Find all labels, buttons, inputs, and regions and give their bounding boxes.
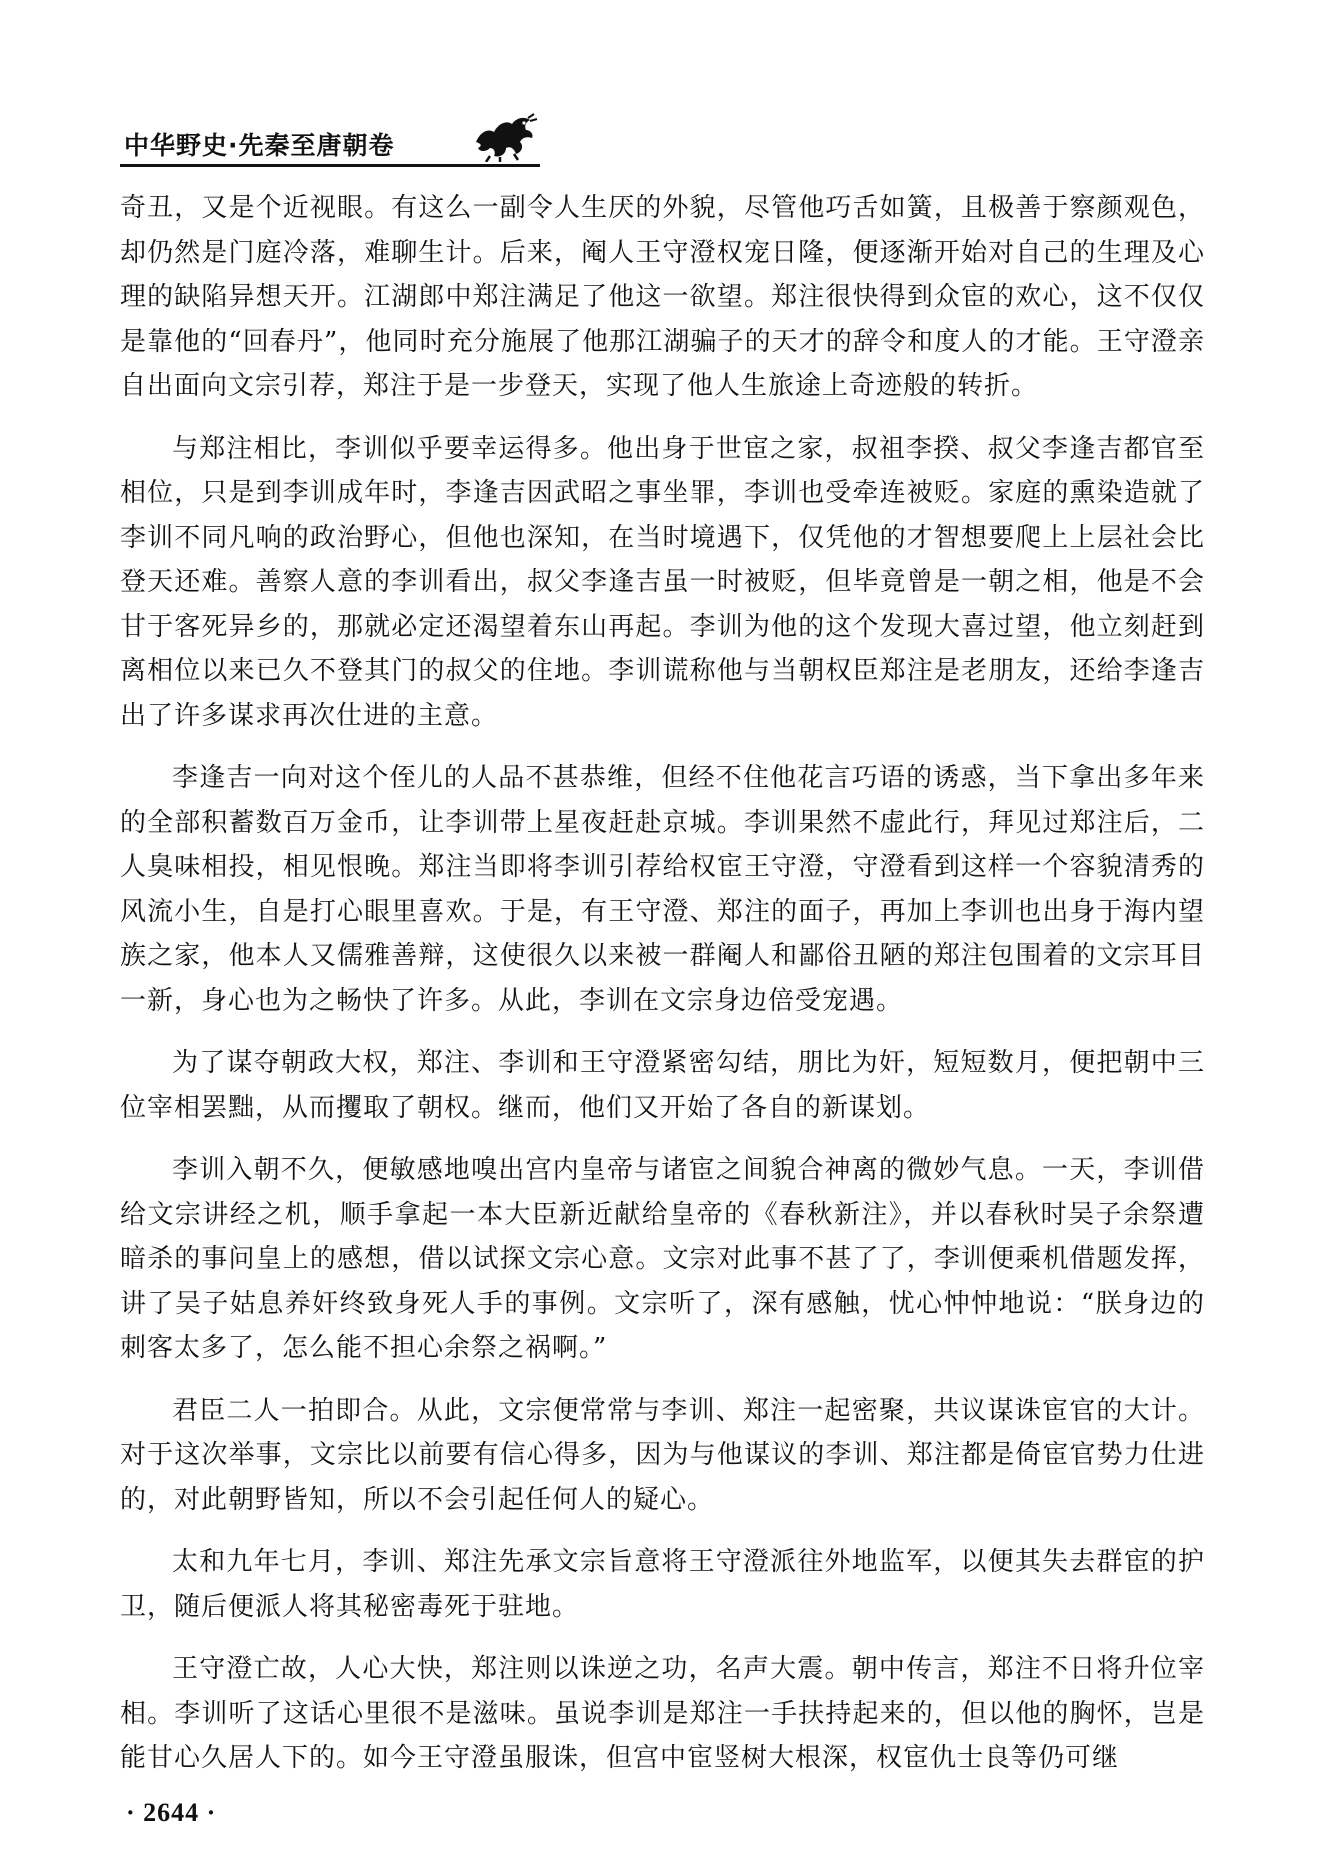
article-body xyxy=(120,186,1205,1799)
paragraph: 与郑注相比，李训似乎要幸运得多。他出身于世宦之家，叔祖李揆、叔父李逢吉都官至相位，只是到李训成年时，李逢吉因武昭之事坐罪，李训也受牵连被贬。家庭的熏染造就了李训不同凡响的政治野心，但他也深知，在当时境遇下，仅凭他的才智想要爬上上层社会比登天还难。善察人意的李训看出，叔父李逢吉虽一时被贬，但毕竟曾是一朝之相，他是不会甘于客死异乡的，那就必定还渴望着东山再起。李训为他的这个发现大喜过望，他立刻赶到离相位以来已久不登其门的叔父的住地。李训谎称他与当朝权臣郑注是老朋友，还给李逢吉出了许多谋求再次仕进的主意。 xyxy=(120,433,1205,731)
paragraph: 为了谋夺朝政大权，郑注、李训和王守澄紧密勾结，朋比为奸，短短数月，便把朝中三位宰相罢黜，从而攫取了朝权。继而，他们又开始了各自的新谋划。 xyxy=(120,1048,1205,1123)
paragraph: 王守澄亡故，人心大快，郑注则以诛逆之功，名声大震。朝中传言，郑注不日将升位宰相。李训听了这话心里很不是滋味。虽说李训是郑注一手扶持起来的，但以他的胸怀，岂是能甘心久居人下的。如今王守澄虽服诛，但宫中宦竖树大根深，权宦仇士良等仍可继 xyxy=(120,1654,1205,1773)
header-divider xyxy=(120,164,540,167)
paragraph: 奇丑，又是个近视眼。有这么一副令人生厌的外貌，尽管他巧舌如簧，且极善于察颜观色，却仍然是门庭冷落，难聊生计。后来，阉人王守澄权宠日隆，便逐渐开始对自己的生理及心理的缺陷异想天开。江湖郎中郑注满足了他这一欲望。郑注很快得到众宦的欢心，这不仅仅是靠他的“回春丹”，他同时充分施展了他那江湖骗子的天才的辞令和度人的才能。王守澄亲自出面向文宗引荐，郑注于是一步登天，实现了他人生旅途上奇迹般的转折。 xyxy=(120,193,1205,401)
paragraph: 李训入朝不久，便敏感地嗅出宫内皇帝与诸宦之间貌合神离的微妙气息。一天，李训借给文宗讲经之机，顺手拿起一本大臣新近献给皇帝的《春秋新注》，并以春秋时吴子余祭遭暗杀的事问皇上的感想，借以试探文宗心意。文宗对此事不甚了了，李训便乘机借题发挥，讲了吴子姑息养奸终致身死人手的事例。文宗听了，深有感触，忧心忡忡地说：“朕身边的刺客太多了，怎么能不担心余祭之祸啊。” xyxy=(120,1155,1205,1363)
paragraph: 君臣二人一拍即合。从此，文宗便常常与李训、郑注一起密聚，共议谋诛宦官的大计。对于这次举事，文宗比以前要有信心得多，因为与他谋议的李训、郑注都是倚宦官势力仕进的，对此朝野皆知，所以不会引起任何人的疑心。 xyxy=(120,1395,1205,1515)
running-header xyxy=(120,112,540,172)
paragraph: 李逢吉一向对这个侄儿的人品不甚恭维，但经不住他花言巧语的诱惑，当下拿出多年来的全部积蓄数百万金币，让李训带上星夜赶赴京城。李训果然不虚此行，拜见过郑注后，二人臭味相投，相见恨晚。郑注当即将李训引荐给权宦王守澄，守澄看到这样一个容貌清秀的风流小生，自是打心眼里喜欢。于是，有王守澄、郑注的面子，再加上李训也出身于海内望族之家，他本人又儒雅善辩，这使很久以来被一群阉人和鄙俗丑陋的郑注包围着的文宗耳目一新，身心也为之畅快了许多。从此，李训在文宗身边倍受宠遇。 xyxy=(120,763,1205,1016)
page-number: · 2644 · xyxy=(126,1798,217,1827)
dragon-emblem-icon xyxy=(470,112,538,162)
paragraph: 太和九年七月，李训、郑注先承文宗旨意将王守澄派往外地监军，以便其失去群宦的护卫，随后便派人将其秘密毒死于驻地。 xyxy=(120,1547,1205,1622)
book-title: 中华野史·先秦至唐朝卷 xyxy=(124,131,395,160)
